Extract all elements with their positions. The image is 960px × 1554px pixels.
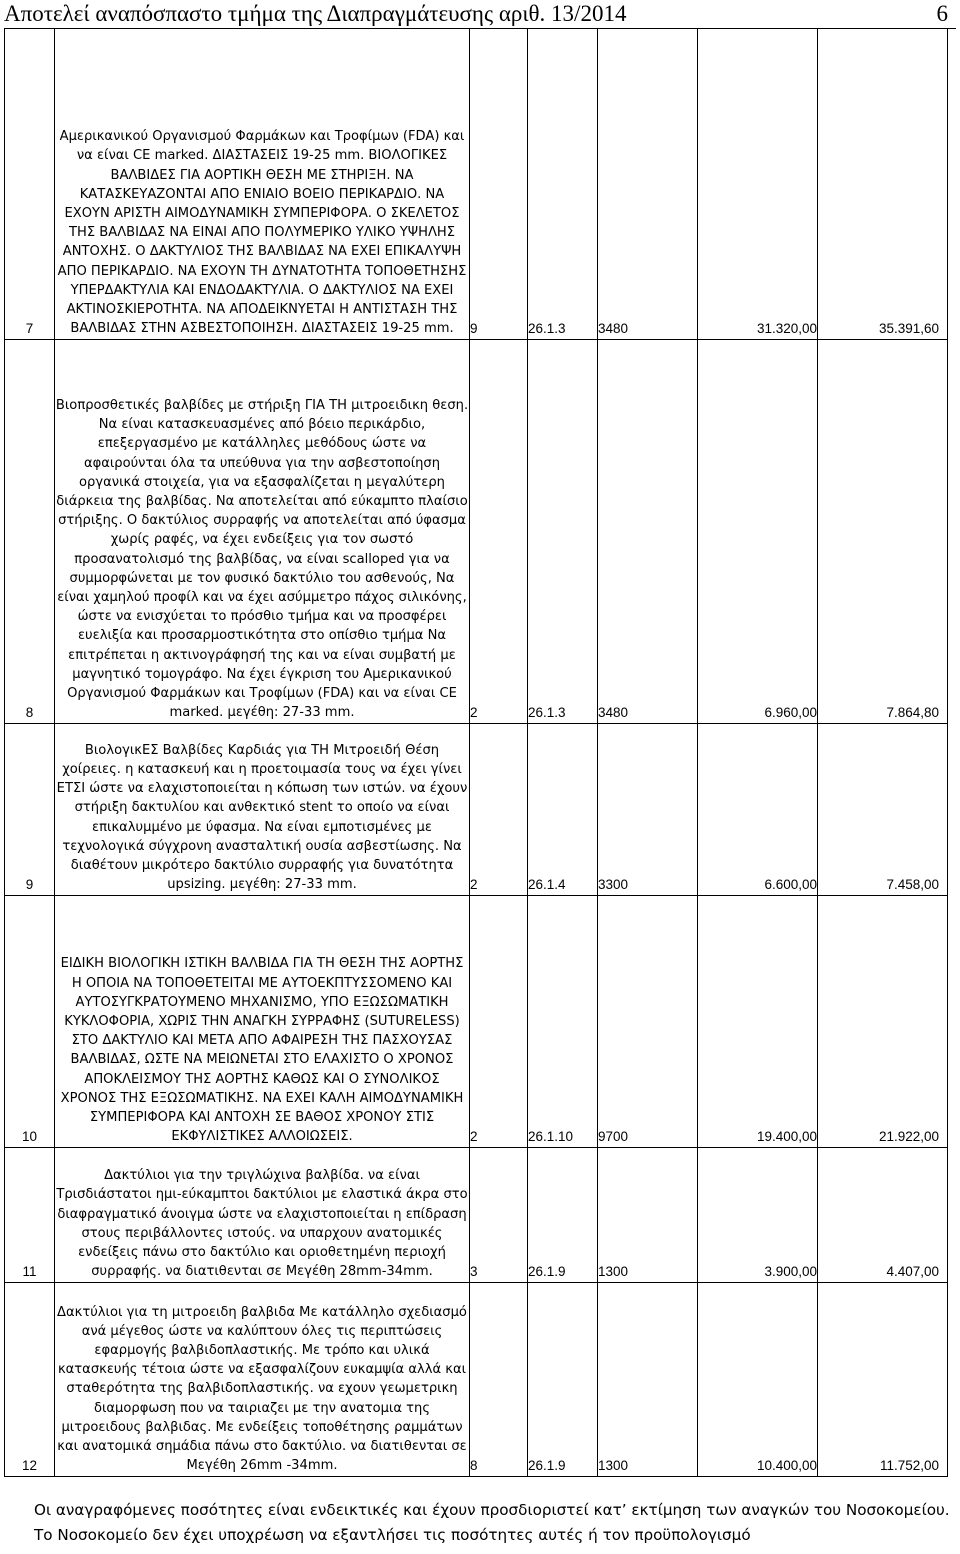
item-code: 26.1.9 bbox=[528, 1147, 598, 1282]
item-unit-price: 3480 bbox=[598, 339, 698, 723]
item-code: 26.1.4 bbox=[528, 723, 598, 895]
item-number: 11 bbox=[5, 1147, 55, 1282]
item-quantity: 8 bbox=[470, 1282, 528, 1476]
item-total-vat: 35.391,60 bbox=[818, 28, 948, 339]
item-unit-price: 3480 bbox=[598, 28, 698, 339]
table-row bbox=[5, 1147, 948, 1282]
item-description: Δακτύλιοι για την τριγλώχινα βαλβίδα. να είναι Τρισδιάστατοι ημι-εύκαμπτοι δακτύλιοι με ελαστικά άκρα στο διαφραγματικό άνοιγμα ώστε να ελαχιστοποιείται η επίδραση στους περιβάλλοντες ιστούς. να υπαρχουν ανατομικές ενδείξεις πάνω στο δακτύλιο και οριοθετημένη περιοχή συρραφής. να διατιθενται σε Μεγέθη 28mm-34mm. bbox=[55, 1147, 470, 1282]
item-description: ΒιολογικΕΣ Βαλβίδες Καρδιάς για ΤΗ Μιτροειδή Θέση χοίρειες. η κατασκευή και η προετοιμασία τους να έχει γίνει ΕΤΣΙ ώστε να ελαχιστοποιείται η κόπωση των ιστών. να έχουν στήριξη δακτυλίου και ανθεκτικό stent το οποίο να είναι επικαλυμμένο με ύφασμα. Να είναι εμποτισμένες με τεχνολογικά σύγχρονη ανασταλτική ουσία ασβεστίωσης. Να διαθέτουν μικρότερο δακτύλιο συρραφής για δυνατότητα upsizing. μεγέθη: 27-33 mm. bbox=[55, 723, 470, 895]
item-total-vat: 21.922,00 bbox=[818, 895, 948, 1147]
item-quantity: 9 bbox=[470, 28, 528, 339]
item-number: 8 bbox=[5, 339, 55, 723]
table-row bbox=[5, 895, 948, 1147]
item-total: 19.400,00 bbox=[698, 895, 818, 1147]
item-description: Βιοπροσθετικές βαλβίδες με στήριξη ΓΙΑ ΤΗ μιτροειδικη θεση. Να είναι κατασκευασμένες από βόειο περικάρδιο, επεξεργασμένο με κατάλληλες μεθόδους ώστε να αφαιρούνται όλα τα υπεύθυνα για την ασβεστοποίηση οργανικά στοιχεία, για να εξασφαλίζεται η μεγαλύτερη διάρκεια της βαλβίδας. Να αποτελείται από εύκαμπτο πλαίσιο στήριξης. Ο δακτύλιος συρραφής να αποτελείται από ύφασμα χωρίς ραφές, να έχει ενδείξεις για τον σωστό προσανατολισμό της βαλβίδας, να είναι scalloped για να συμμορφώνεται με τον φυσικό δακτύλιο του ασθενούς, Να είναι χαμηλού προφίλ και να έχει ασύμμετρο πάχος σιλικόνης, ώστε να ενισχύεται το πρόσθιο τμήμα και να προσφέρει ευελιξία και προσαρμοστικότητα στο οπίσθιο τμήμα Να επιτρέπεται η ακτινογράφησή της και να είναι συμβατή με μαγνητικό τομογράφο. Να έχει έγκριση του Αμερικανικού Οργανισμού Φαρμάκων και Τροφίμων (FDA) και να είναι CE marked. μεγέθη: 27-33 mm. bbox=[55, 339, 470, 723]
item-total-vat: 7.864,80 bbox=[818, 339, 948, 723]
footer-note: Οι αναγραφόμενες ποσότητες είναι ενδεικτικές και έχουν προσδιοριστεί κατ’ εκτίμηση των αναγκών του Νοσοκομείου. Το Νοσοκομείο δεν έχει υποχρέωση να εξαντλήσει τις ποσότητες αυτές ή τον προϋπολογισμό bbox=[34, 1501, 950, 1544]
item-code: 26.1.3 bbox=[528, 339, 598, 723]
item-total: 6.600,00 bbox=[698, 723, 818, 895]
item-number: 12 bbox=[5, 1282, 55, 1476]
item-number: 10 bbox=[5, 895, 55, 1147]
table-row bbox=[5, 28, 948, 339]
page-number: 6 bbox=[936, 1, 948, 26]
item-quantity: 2 bbox=[470, 339, 528, 723]
item-unit-price: 3300 bbox=[598, 723, 698, 895]
item-description: ΕΙΔΙΚΗ ΒΙΟΛΟΓΙΚΗ ΙΣΤΙΚΗ ΒΑΛΒΙΔΑ ΓΙΑ ΤΗ ΘΕΣΗ ΤΗΣ ΑΟΡΤΗΣ Η ΟΠΟΙΑ ΝΑ ΤΟΠΟΘΕΤΕΙΤΑΙ ΜΕ ΑΥΤΟΕΚΠΤΥΣΣΟΜΕΝΟ ΚΑΙ ΑΥΤΟΣΥΓΚΡΑΤΟΥΜΕΝΟ ΜΗΧΑΝΙΣΜΟ, ΥΠΟ ΕΞΩΣΩΜΑΤΙΚΗ ΚΥΚΛΟΦΟΡΙΑ, ΧΩΡΙΣ ΤΗΝ ΑΝΑΓΚΗ ΣΥΡΡΑΦΗΣ (SUTURELESS) ΣΤΟ ΔΑΚΤΥΛΙΟ ΚΑΙ ΜΕΤΑ ΑΠΟ ΑΦΑΙΡΕΣΗ ΤΗΣ ΠΑΣΧΟΥΣΑΣ ΒΑΛΒΙΔΑΣ, ΩΣΤΕ ΝΑ ΜΕΙΩΝΕΤΑΙ ΣΤΟ ΕΛΑΧΙΣΤΟ Ο ΧΡΟΝΟΣ ΑΠΟΚΛΕΙΣΜΟΥ ΤΗΣ ΑΟΡΤΗΣ ΚΑΘΩΣ ΚΑΙ Ο ΣΥΝΟΛΙΚΟΣ ΧΡΟΝΟΣ ΤΗΣ ΕΞΩΣΩΜΑΤΙΚΗΣ. ΝΑ ΕΧΕΙ ΚΑΛΗ ΑΙΜΟΔΥΝΑΜΙΚΗ ΣΥΜΠΕΡΙΦΟΡΑ ΚΑΙ ΑΝΤΟΧΗ ΣΕ ΒΑΘΟΣ ΧΡΟΝΟΥ ΣΤΙΣ ΕΚΦΥΛΙΣΤΙΚΕΣ ΑΛΛΟΙΩΣΕΙΣ. bbox=[55, 895, 470, 1147]
item-unit-price: 1300 bbox=[598, 1282, 698, 1476]
item-code: 26.1.10 bbox=[528, 895, 598, 1147]
item-code: 26.1.3 bbox=[528, 28, 598, 339]
item-description: Δακτύλιοι για τη μιτροειδη βαλβιδα Με κατάλληλο σχεδιασμό ανά μέγεθος ώστε να καλύπτουν όλες τις περιπτώσεις εφαρμογής βαλβιδοπλαστικής. Με τρόπο και υλικά κατασκευής τέτοια ώστε να εξασφαλίζουν ευκαμψία αλλά και σταθερότητα της βαλβιδοπλαστικής. να εχουν γεωμετρικη διαμορφωση που να ταιριαζει με την ανατομια της μιτροειδους βαλβιδας. Με ενδείξεις τοποθέτησης ραμμάτων και ανατομικά σημάδια πάνω στο δακτύλιο. να διατιθενται σε Μεγέθη 26mm -34mm. bbox=[55, 1282, 470, 1476]
item-total: 3.900,00 bbox=[698, 1147, 818, 1282]
item-code: 26.1.9 bbox=[528, 1282, 598, 1476]
items-table bbox=[4, 28, 948, 1477]
item-unit-price: 9700 bbox=[598, 895, 698, 1147]
page-header bbox=[4, 2, 956, 29]
item-total: 6.960,00 bbox=[698, 339, 818, 723]
table-row bbox=[5, 1282, 948, 1476]
item-total: 31.320,00 bbox=[698, 28, 818, 339]
item-quantity: 2 bbox=[470, 895, 528, 1147]
item-total: 10.400,00 bbox=[698, 1282, 818, 1476]
item-number: 9 bbox=[5, 723, 55, 895]
item-total-vat: 7.458,00 bbox=[818, 723, 948, 895]
table-row bbox=[5, 339, 948, 723]
item-quantity: 2 bbox=[470, 723, 528, 895]
item-number: 7 bbox=[5, 28, 55, 339]
item-total-vat: 4.407,00 bbox=[818, 1147, 948, 1282]
item-quantity: 3 bbox=[470, 1147, 528, 1282]
item-description: Αμερικανικού Οργανισμού Φαρμάκων και Τροφίμων (FDA) και να είναι CE marked. ΔΙΑΣΤΑΣΕΙΣ 19-25 mm. ΒΙΟΛΟΓΙΚΕΣ ΒΑΛΒΙΔΕΣ ΓΙΑ ΑΟΡΤΙΚΗ ΘΕΣΗ ΜΕ ΣΤΗΡΙΞΗ. ΝΑ ΚΑΤΑΣΚΕΥΑΖΟΝΤΑΙ ΑΠΟ ΕΝΙΑΙΟ ΒΟΕΙΟ ΠΕΡΙΚΑΡΔΙΟ. ΝΑ ΕΧΟΥΝ ΑΡΙΣΤΗ ΑΙΜΟΔΥΝΑΜΙΚΗ ΣΥΜΠΕΡΙΦΟΡΑ. Ο ΣΚΕΛΕΤΟΣ ΤΗΣ ΒΑΛΒΙΔΑΣ ΝΑ ΕΙΝΑΙ ΑΠΟ ΠΟΛΥΜΕΡΙΚΟ ΥΛΙΚΟ ΥΨΗΛΗΣ ΑΝΤΟΧΗΣ. Ο ΔΑΚΤΥΛΙΟΣ ΤΗΣ ΒΑΛΒΙΔΑΣ ΝΑ ΕΧΕΙ ΕΠΙΚΑΛΥΨΗ ΑΠΟ ΠΕΡΙΚΑΡΔΙΟ. ΝΑ ΕΧΟΥΝ ΤΗ ΔΥΝΑΤΟΤΗΤΑ ΤΟΠΟΘΕΤΗΣΗΣ ΥΠΕΡΔΑΚΤΥΛΙΑ ΚΑΙ ΕΝΔΟΔΑΚΤΥΛΙΑ. Ο ΔΑΚΤΥΛΙΟΣ ΝΑ ΕΧΕΙ ΑΚΤΙΝΟΣΚΙΕΡΟΤΗΤΑ. ΝΑ ΑΠΟΔΕΙΚΝΥΕΤΑΙ Η ΑΝΤΙΣΤΑΣΗ ΤΗΣ ΒΑΛΒΙΔΑΣ ΣΤΗΝ ΑΣΒΕΣΤΟΠΟΙΗΣΗ. ΔΙΑΣΤΑΣΕΙΣ 19-25 mm. bbox=[55, 28, 470, 339]
table-row bbox=[5, 723, 948, 895]
item-unit-price: 1300 bbox=[598, 1147, 698, 1282]
item-total-vat: 11.752,00 bbox=[818, 1282, 948, 1476]
document-title: Αποτελεί αναπόσπαστο τμήμα της Διαπραγμάτευσης αριθ. 13/2014 bbox=[4, 1, 627, 26]
